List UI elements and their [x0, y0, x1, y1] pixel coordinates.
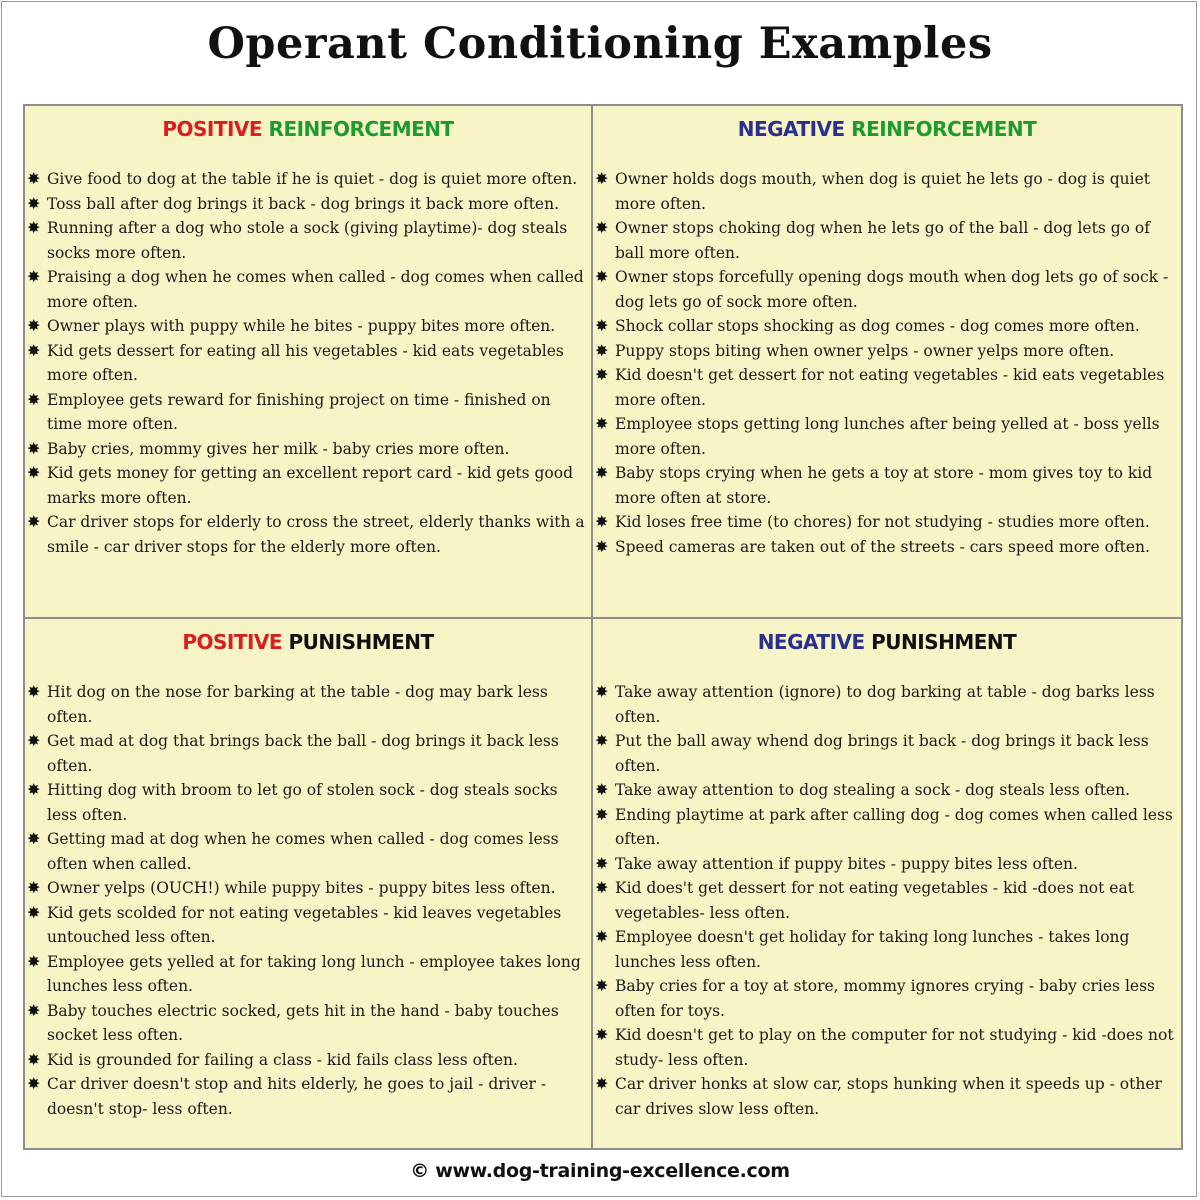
example-text: Baby stops crying when he gets a toy at store - mom gives toy to kid more often at store. [615, 464, 1153, 507]
example-item [593, 876, 1181, 925]
heading-word-punishment: PUNISHMENT [871, 630, 1017, 654]
star-bullet-icon: ✸ [595, 1074, 609, 1093]
example-item [25, 1072, 591, 1121]
star-bullet-icon: ✸ [27, 951, 41, 971]
example-list [25, 680, 591, 1121]
example-item [25, 999, 591, 1048]
example-item [593, 363, 1181, 412]
example-text: Get mad at dog that brings back the ball - dog brings it back less often. [47, 732, 559, 775]
example-list [593, 680, 1181, 1121]
example-text: Owner holds dogs mouth, when dog is quiet he lets go - dog is quiet more often. [615, 170, 1151, 213]
heading-word-positive: POSITIVE [162, 117, 263, 141]
example-item [593, 265, 1181, 314]
example-text: Running after a dog who stole a sock (giving playtime)- dog steals socks more often. [47, 219, 568, 262]
example-text: Kid gets scolded for not eating vegetables - kid leaves vegetables untouched less often. [47, 903, 562, 946]
quadrant-positive-reinforcement [25, 106, 591, 559]
example-item [593, 167, 1181, 216]
star-bullet-icon: ✸ [595, 169, 609, 188]
star-bullet-icon: ✸ [27, 463, 41, 482]
star-bullet-icon: ✸ [27, 193, 41, 213]
star-bullet-icon: ✸ [27, 682, 41, 701]
example-item [593, 729, 1181, 778]
example-text: Hitting dog with broom to let go of stolen sock - dog steals socks less often. [47, 781, 558, 824]
star-bullet-icon: ✸ [595, 463, 609, 482]
star-bullet-icon: ✸ [595, 365, 609, 384]
heading-word-negative: NEGATIVE [757, 630, 865, 654]
example-item [25, 192, 591, 217]
star-bullet-icon: ✸ [27, 780, 41, 799]
example-item [25, 876, 591, 901]
example-item [593, 535, 1181, 560]
example-text: Kid loses free time (to chores) for not studying - studies more often. [615, 513, 1150, 531]
star-bullet-icon: ✸ [595, 780, 609, 799]
star-bullet-icon: ✸ [595, 682, 609, 701]
example-text: Kid does't get dessert for not eating vegetables - kid -does not eat vegetables- less often. [615, 879, 1134, 922]
star-bullet-icon: ✸ [27, 438, 41, 458]
example-item [25, 437, 591, 462]
example-text: Employee doesn't get holiday for taking long lunches - takes long lunches less often. [615, 928, 1130, 971]
example-item [25, 314, 591, 339]
example-item [25, 265, 591, 314]
example-item [25, 216, 591, 265]
example-text: Kid doesn't get dessert for not eating vegetables - kid eats vegetables more often. [615, 366, 1165, 409]
quadrant-heading [25, 619, 591, 665]
example-item [25, 461, 591, 510]
example-text: Take away attention if puppy bites - puppy bites less often. [615, 854, 1078, 873]
example-text: Owner plays with puppy while he bites - puppy bites more often. [47, 317, 556, 335]
star-bullet-icon: ✸ [595, 731, 609, 750]
example-text: Ending playtime at park after calling dog - dog comes when called less often. [615, 805, 1173, 848]
example-text: Owner stops forcefully opening dogs mouth when dog lets go of sock - dog lets go of sock more often. [615, 268, 1169, 311]
example-text: Kid gets dessert for eating all his vegetables - kid eats vegetables more often. [47, 341, 564, 384]
example-item [25, 167, 591, 192]
example-text: Kid is grounded for failing a class - kid fails class less often. [47, 1050, 518, 1069]
copyright-footer: © www.dog-training-excellence.com [410, 1160, 790, 1182]
example-item [593, 412, 1181, 461]
example-list [593, 167, 1181, 559]
example-item [25, 388, 591, 437]
star-bullet-icon: ✸ [27, 1074, 41, 1093]
example-item [25, 339, 591, 388]
example-item [593, 778, 1181, 803]
example-text: Puppy stops biting when owner yelps - owner yelps more often. [615, 341, 1115, 360]
example-item [593, 803, 1181, 852]
star-bullet-icon: ✸ [27, 829, 41, 848]
example-item [593, 461, 1181, 510]
star-bullet-icon: ✸ [27, 1000, 41, 1020]
star-bullet-icon: ✸ [595, 536, 609, 556]
heading-word-negative: NEGATIVE [737, 117, 845, 141]
example-text: Car driver honks at slow car, stops hunking when it speeds up - other car drives slow less often. [615, 1075, 1162, 1118]
star-bullet-icon: ✸ [595, 340, 609, 360]
example-item [25, 510, 591, 559]
example-text: Getting mad at dog when he comes when called - dog comes less often when called. [47, 830, 559, 873]
example-text: Take away attention to dog stealing a sock - dog steals less often. [615, 781, 1131, 799]
example-text: Praising a dog when he comes when called - dog comes when called more often. [47, 268, 584, 311]
example-item [25, 729, 591, 778]
example-text: Owner yelps (OUCH!) while puppy bites - puppy bites less often. [47, 879, 556, 897]
example-item [593, 974, 1181, 1023]
example-item [25, 950, 591, 999]
star-bullet-icon: ✸ [595, 804, 609, 824]
quadrant-negative-punishment [593, 619, 1181, 1121]
example-list [25, 167, 591, 559]
star-bullet-icon: ✸ [595, 512, 609, 531]
example-text: Baby cries for a toy at store, mommy ignores crying - baby cries less often for toys. [615, 977, 1155, 1020]
heading-word-reinforcement: REINFORCEMENT [851, 117, 1037, 141]
example-text: Hit dog on the nose for barking at the table - dog may bark less often. [47, 683, 548, 726]
star-bullet-icon: ✸ [595, 267, 609, 286]
star-bullet-icon: ✸ [27, 731, 41, 750]
quadrant-heading [25, 106, 591, 150]
example-item [593, 1072, 1181, 1121]
star-bullet-icon: ✸ [27, 1049, 41, 1069]
quadrant-heading [593, 106, 1181, 150]
example-item [593, 680, 1181, 729]
star-bullet-icon: ✸ [595, 218, 609, 237]
star-bullet-icon: ✸ [27, 267, 41, 286]
example-item [593, 314, 1181, 339]
example-text: Employee gets yelled at for taking long lunch - employee takes long lunches less often. [47, 952, 581, 995]
star-bullet-icon: ✸ [27, 169, 41, 188]
example-item [593, 339, 1181, 364]
example-text: Speed cameras are taken out of the streets - cars speed more often. [615, 537, 1150, 556]
example-text: Toss ball after dog brings it back - dog brings it back more often. [47, 194, 560, 213]
star-bullet-icon: ✸ [27, 512, 41, 531]
example-item [593, 1023, 1181, 1072]
example-item [25, 680, 591, 729]
star-bullet-icon: ✸ [27, 340, 41, 360]
star-bullet-icon: ✸ [595, 878, 609, 897]
example-item [593, 925, 1181, 974]
quadrant-negative-reinforcement [593, 106, 1181, 559]
heading-word-positive: POSITIVE [182, 630, 283, 654]
star-bullet-icon: ✸ [595, 853, 609, 873]
example-text: Employee gets reward for finishing project on time - finished on time more often. [47, 390, 551, 433]
example-text: Owner stops choking dog when he lets go of the ball - dog lets go of ball more often. [615, 219, 1150, 262]
example-text: Kid doesn't get to play on the computer for not studying - kid -does not study- less often. [615, 1026, 1174, 1069]
star-bullet-icon: ✸ [27, 878, 41, 897]
star-bullet-icon: ✸ [595, 927, 609, 946]
star-bullet-icon: ✸ [595, 414, 609, 433]
star-bullet-icon: ✸ [595, 976, 609, 995]
star-bullet-icon: ✸ [595, 316, 609, 335]
example-item [593, 510, 1181, 535]
example-item [593, 216, 1181, 265]
example-item [593, 852, 1181, 877]
example-item [25, 778, 591, 827]
quadrant-heading [593, 619, 1181, 665]
example-text: Kid gets money for getting an excellent report card - kid gets good marks more often. [47, 464, 574, 507]
example-text: Car driver doesn't stop and hits elderly, he goes to jail - driver -doesn't stop- less often. [47, 1075, 547, 1118]
example-text: Shock collar stops shocking as dog comes - dog comes more often. [615, 317, 1140, 335]
example-text: Take away attention (ignore) to dog barking at table - dog barks less often. [615, 683, 1155, 726]
star-bullet-icon: ✸ [27, 389, 41, 409]
example-text: Put the ball away whend dog brings it back - dog brings it back less often. [615, 732, 1149, 775]
star-bullet-icon: ✸ [27, 316, 41, 335]
example-text: Car driver stops for elderly to cross the street, elderly thanks with a smile - car driver stops for the elderly more often. [47, 513, 585, 556]
example-text: Employee stops getting long lunches after being yelled at - boss yells more often. [615, 415, 1160, 458]
heading-word-reinforcement: REINFORCEMENT [268, 117, 454, 141]
example-item [25, 827, 591, 876]
star-bullet-icon: ✸ [595, 1025, 609, 1044]
example-text: Baby cries, mommy gives her milk - baby cries more often. [47, 439, 510, 458]
example-item [25, 901, 591, 950]
example-text: Give food to dog at the table if he is quiet - dog is quiet more often. [47, 170, 578, 188]
example-text: Baby touches electric socked, gets hit in the hand - baby touches socket less often. [47, 1001, 559, 1044]
heading-word-punishment: PUNISHMENT [288, 630, 434, 654]
quadrant-positive-punishment [25, 619, 591, 1121]
star-bullet-icon: ✸ [27, 218, 41, 237]
example-item [25, 1048, 591, 1073]
star-bullet-icon: ✸ [27, 902, 41, 922]
page-title: Operant Conditioning Examples [207, 19, 993, 69]
